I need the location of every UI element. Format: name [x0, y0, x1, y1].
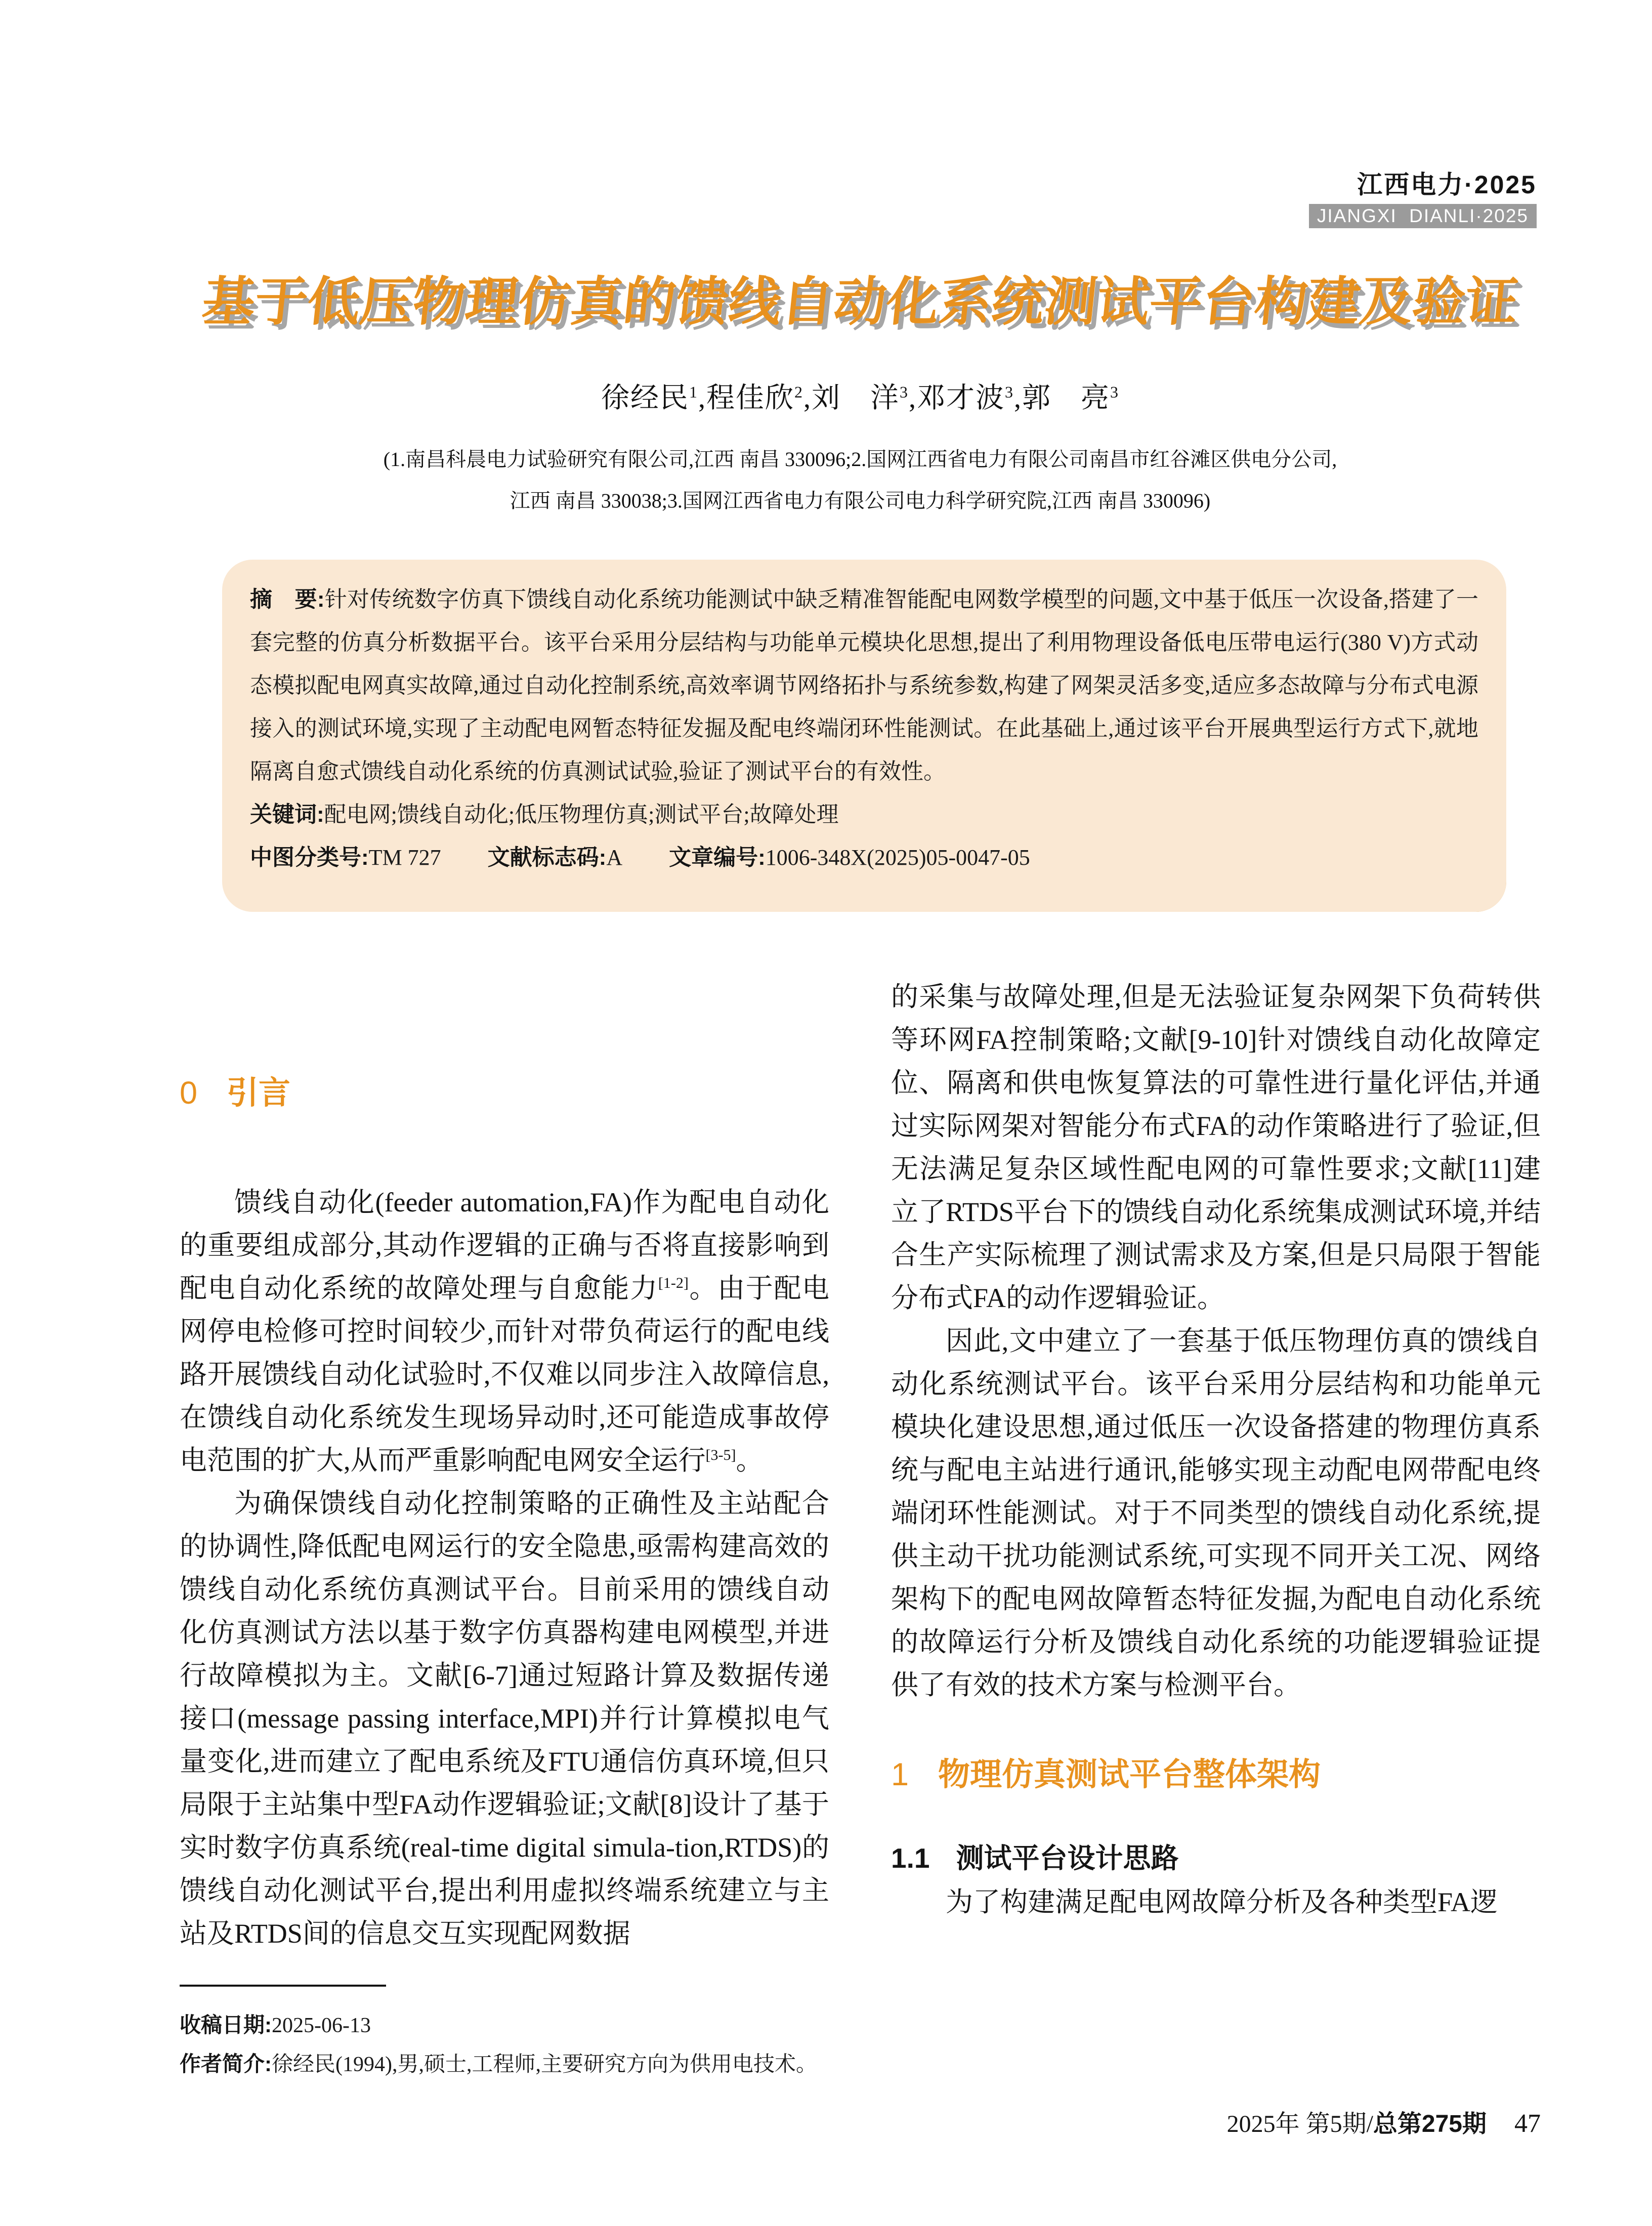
issue-info: 2025年 第5期/ — [1226, 2111, 1373, 2137]
keywords-line — [250, 793, 1478, 836]
clc-label: 中图分类号: — [250, 845, 369, 870]
body-column-left — [180, 976, 829, 1955]
journal-pinyin-badge: JIANGXI DIANLI·2025 — [1309, 204, 1537, 228]
subsection-title: 测试平台设计思路 — [956, 1842, 1179, 1874]
continuation-paragraph: 的采集与故障处理,但是无法验证复杂网架下负荷转供等环网FA控制策略;文献[9-10]针对馈线自动化故障定位、隔离和供电恢复算法的可靠性进行量化评估,并通过实际网架对智能分布式FA的动作策略进行了验证,但无法满足复杂区域性配电网的可靠性要求;文献[11]建立了RTDS平台下的馈线自动化系统集成测试环境,并结合生产实际梳理了测试需求及方案,但是只局限于智能分布式FA的动作逻辑验证。 — [891, 982, 1541, 1313]
affiliation-line-2: 江西 南昌 330038;3.国网江西省电力有限公司电力科学研究院,江西 南昌 330096) — [510, 489, 1211, 512]
abstract-text: 针对传统数字仿真下馈线自动化系统功能测试中缺乏精准智能配电网数学模型的问题,文中基于低压一次设备,搭建了一套完整的仿真分析数据平台。该平台采用分层结构与功能单元模块化思想,提出了利用物理设备低电压带电运行(380 V)方式动态模拟配电网真实故障,通过自动化控制系统,高效率调节网络拓扑与系统参数,构建了网架灵活多变,适应多态故障与分布式电源接入的测试环境,实现了主动配电网暂态特征发掘及配电终端闭环性能测试。在此基础上,通过该平台开展典型运行方式下,就地隔离自愈式馈线自动化系统的仿真测试试验,验证了测试平台的有效性。 — [250, 587, 1479, 784]
author-name: 徐经民 — [601, 383, 689, 414]
intro-paragraph-1 — [180, 1181, 829, 1482]
author-affil-superscript: 3 — [1110, 383, 1119, 401]
section-title: 物理仿真测试平台整体架构 — [938, 1757, 1321, 1792]
page-number: 47 — [1514, 2109, 1541, 2138]
subsection-number: 1.1 — [891, 1842, 930, 1874]
doc-code-label: 文献标志码: — [487, 845, 607, 870]
subsection-heading-1-1 — [891, 1841, 1541, 1875]
author-name: 刘 洋 — [812, 383, 900, 414]
paragraph-text: 馈线自动化(feeder automation,FA)作为配电自动化的重要组成部分,其动作逻辑的正确与否将直接影响到配电自动化系统的故障处理与自愈能力 — [180, 1187, 829, 1304]
section-title: 引言 — [227, 1075, 291, 1111]
author-name: 邓才波 — [917, 383, 1005, 414]
section-number: 0 — [180, 1075, 198, 1111]
author-bio-line — [180, 2045, 1541, 2084]
article-id-value: 1006-348X(2025)05-0047-05 — [765, 845, 1030, 870]
article-title: 基于低压物理仿真的馈线自动化系统测试平台构建及验证 — [199, 273, 1521, 331]
design-paragraph: 为了构建满足配电网故障分析及各种类型FA逻 — [946, 1887, 1498, 1918]
paragraph-text: 。 — [736, 1445, 764, 1476]
reference-superscript: [1-2] — [658, 1275, 689, 1292]
footnote-block — [180, 1985, 1541, 2084]
abstract-label: 摘 要: — [250, 587, 325, 612]
body-column-right — [891, 976, 1541, 1924]
bio-value: 徐经民(1994),男,硕士,工程师,主要研究方向为供用电技术。 — [272, 2053, 817, 2076]
journal-header — [1309, 171, 1537, 228]
footnote-divider — [180, 1985, 386, 1987]
abstract-block — [222, 560, 1506, 912]
article-id-segment — [669, 845, 1030, 870]
author-affil-superscript: 3 — [1005, 383, 1014, 401]
author-name: 郭 亮 — [1022, 383, 1110, 414]
article-id-label: 文章编号: — [669, 845, 766, 870]
authors-line — [180, 375, 1541, 416]
reference-superscript: [3-5] — [705, 1447, 736, 1464]
received-value: 2025-06-13 — [272, 2014, 371, 2037]
clc-segment — [250, 845, 441, 870]
received-date-line — [180, 2006, 1541, 2045]
paragraph-text: 。由于配电网停电检修可控时间较少,而针对带负荷运行的配电线路开展馈线自动化试验时,不仅难以同步注入故障信息,在馈线自动化系统发生现场异动时,还可能造成事故停电范围的扩大,从而严重影响配电网安全运行 — [180, 1273, 830, 1476]
author-separator: , — [909, 383, 917, 414]
doc-code-value: A — [606, 845, 623, 870]
author-name: 程佳欣 — [706, 383, 794, 414]
author-separator: , — [698, 383, 706, 414]
author-affil-superscript: 2 — [794, 383, 803, 401]
section-heading-1 — [891, 1756, 1541, 1793]
affiliation-line-1: (1.南昌科晨电力试验研究有限公司,江西 南昌 330096;2.国网江西省电力有限公司南昌市红谷滩区供电分公司, — [383, 448, 1337, 471]
intro-paragraph-2: 为确保馈线自动化控制策略的正确性及主站配合的协调性,降低配电网运行的安全隐患,亟需构建高效的馈线自动化系统仿真测试平台。目前采用的馈线自动化仿真测试方法以基于数字仿真器构建电网模型,并进行故障模拟为主。文献[6-7]通过短路计算及数据传递接口(message passing interface,MPI)并行计算模拟电气量变化,进而建立了配电系统及FTU通信仿真环境,但只局限于主站集中型FA动作逻辑验证;文献[8]设计了基于实时数字仿真系统(real-time digital simula-tion,RTDS)的馈线自动化测试平台,提出利用虚拟终端系统建立与主站及RTDS间的信息交互实现配网数据 — [180, 1488, 829, 1949]
bio-label: 作者简介: — [180, 2052, 272, 2076]
section-number: 1 — [891, 1757, 909, 1792]
author-affil-superscript: 1 — [689, 383, 698, 401]
author-separator: , — [803, 383, 812, 414]
doc-code-segment — [488, 845, 622, 870]
clc-value: TM 727 — [368, 845, 441, 870]
keywords-text: 配电网;馈线自动化;低压物理仿真;测试平台;故障处理 — [324, 802, 839, 827]
keywords-label: 关键词: — [250, 802, 324, 827]
author-affil-superscript: 3 — [900, 383, 909, 401]
abstract-paragraph — [250, 578, 1478, 793]
abstract-box — [222, 560, 1506, 912]
classification-line — [250, 836, 1478, 879]
received-label: 收稿日期: — [180, 2013, 272, 2037]
journal-name: 江西电力·2025 — [1357, 171, 1537, 199]
section-heading-0 — [180, 1075, 829, 1111]
discussion-paragraph: 因此,文中建立了一套基于低压物理仿真的馈线自动化系统测试平台。该平台采用分层结构和功能单元模块化建设思想,通过低压一次设备搭建的物理仿真系统与配电主站进行通讯,能够实现主动配电网带配电终端闭环性能测试。对于不同类型的馈线自动化系统,提供主动干扰功能测试系统,可实现不同开关工况、网络架构下的配电网故障暂态特征发掘,为配电自动化系统的故障运行分析及馈线自动化系统的功能逻辑验证提供了有效的技术方案与检测平台。 — [891, 1326, 1541, 1700]
page-footer — [180, 2104, 1541, 2139]
author-separator: , — [1014, 383, 1022, 414]
volume-info: 总第275期 — [1373, 2111, 1487, 2137]
